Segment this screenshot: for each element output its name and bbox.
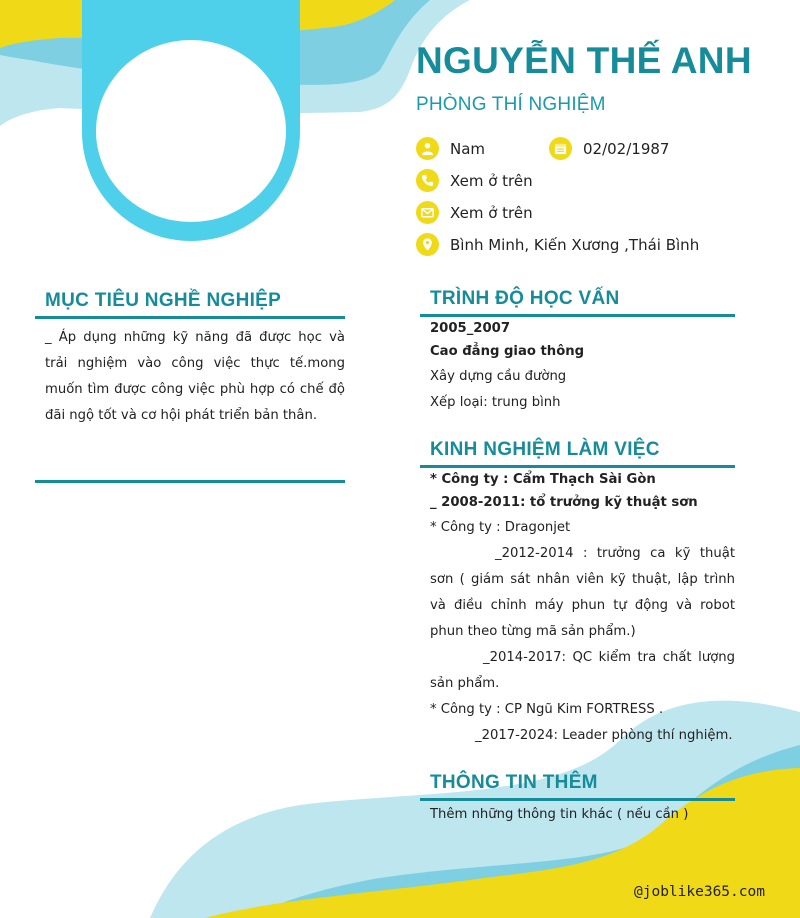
- phone-value[interactable]: Xem ở trên: [450, 171, 533, 190]
- birthday-info: [549, 137, 669, 160]
- experience-rule: [420, 465, 735, 468]
- experience-company-3: * Công ty : CP Ngũ Kim FORTRESS .: [430, 702, 664, 717]
- gender-value: Nam: [450, 139, 486, 158]
- phone-info: [416, 169, 533, 192]
- objective-text: _ Áp dụng những kỹ năng đã được học và trải nghiệm vào công việc thực tế.mong muốn tìm được công việc phù hợp có chế độ đãi ngộ tốt và cơ hội phát triển bản thân.: [45, 330, 345, 423]
- mail-icon: [416, 201, 439, 224]
- experience-role-2a: _2012-2014 : trưởng ca kỹ thuật sơn ( giám sát nhân viên kỹ thuật, lập trình và điều chỉnh máy phun tự động và robot phun theo từng mã sản phẩm.): [430, 546, 735, 639]
- address-value: Bình Minh, Kiến Xương ,Thái Bình: [450, 235, 700, 254]
- education-school: Cao đẳng giao thông: [430, 344, 585, 359]
- candidate-name: NGUYỄN THẾ ANH: [416, 40, 752, 81]
- address-info: [416, 233, 699, 256]
- additional-rule: [420, 798, 735, 801]
- person-icon: [416, 137, 439, 160]
- email-value[interactable]: Xem ở trên: [450, 203, 533, 222]
- site-watermark: @joblike365.com: [634, 884, 765, 900]
- birthday-value: 02/02/1987: [583, 139, 670, 158]
- experience-company-2: * Công ty : Dragonjet: [430, 520, 571, 535]
- objective-bottom-rule: [35, 480, 345, 483]
- experience-role-1: _ 2008-2011: tổ trưởng kỹ thuật sơn: [430, 495, 698, 510]
- education-rule: [420, 314, 735, 317]
- education-major: Xây dựng cầu đường: [430, 369, 567, 384]
- education-period: 2005_2007: [430, 321, 511, 336]
- education-title: TRÌNH ĐỘ HỌC VẤN: [430, 288, 620, 309]
- experience-company-1: * Công ty : Cẩm Thạch Sài Gòn: [430, 472, 656, 487]
- objective-top-rule: [35, 316, 345, 319]
- calendar-icon: [549, 137, 572, 160]
- gender-info: [416, 137, 485, 160]
- job-title: PHÒNG THÍ NGHIỆM: [416, 94, 606, 115]
- avatar-photo[interactable]: [96, 40, 286, 222]
- experience-title: KINH NGHIỆM LÀM VIỆC: [430, 439, 660, 460]
- objective-title: MỤC TIÊU NGHỀ NGHIỆP: [45, 290, 282, 311]
- location-pin-icon: [416, 233, 439, 256]
- phone-icon: [416, 169, 439, 192]
- experience-role-2b: _2014-2017: QC kiểm tra chất lượng sản phẩm.: [430, 650, 735, 691]
- additional-title: THÔNG TIN THÊM: [430, 772, 598, 793]
- email-info: [416, 201, 533, 224]
- experience-role-3: _2017-2024: Leader phòng thí nghiệm.: [475, 728, 733, 743]
- additional-text: Thêm những thông tin khác ( nếu cần ): [430, 807, 689, 822]
- education-grade: Xếp loại: trung bình: [430, 395, 561, 410]
